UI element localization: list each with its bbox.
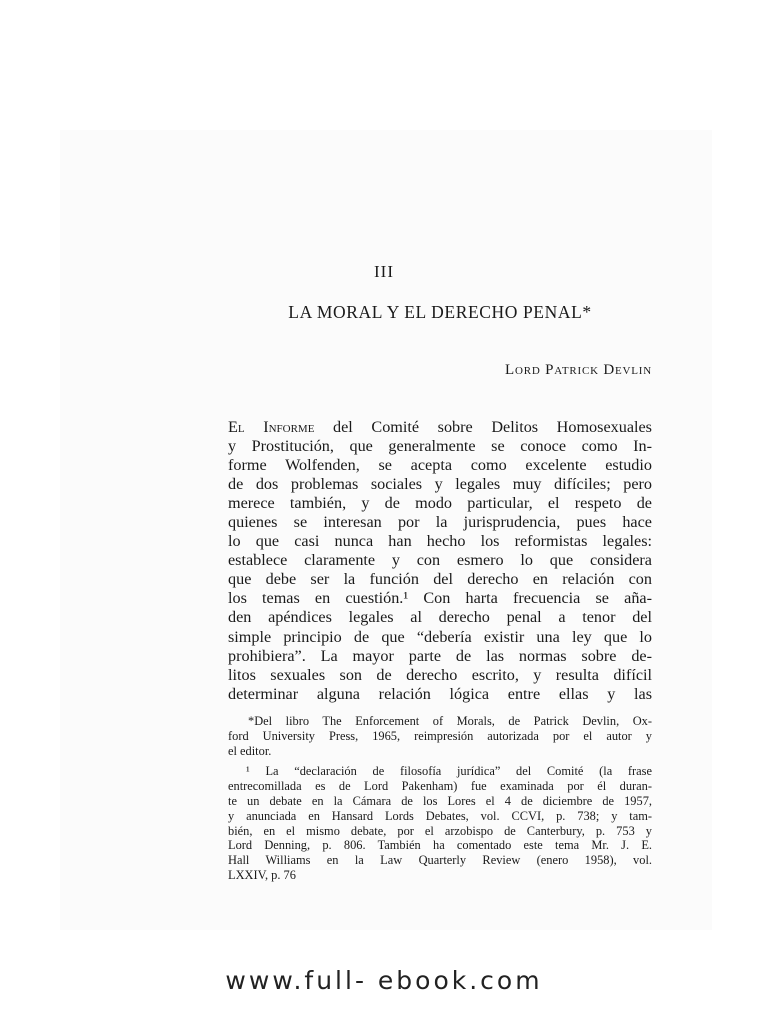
footnote-1-line [228, 824, 652, 839]
body-line [228, 475, 652, 494]
chapter-title: LA MORAL Y EL DERECHO PENAL* [288, 302, 592, 322]
footnote-text: ¹ La “declaración de filosofía jurídica” del Comité (la frase [246, 764, 652, 779]
body-line [228, 551, 652, 570]
footnotes [228, 714, 652, 883]
body-line-text: del Comité sobre Delitos Homosexuales [314, 418, 652, 436]
footnote-text: Lord Denning, p. 806. También ha comentado este tema Mr. J. E. [228, 838, 652, 853]
footnote-1-line [228, 838, 652, 853]
chapter-number: III [374, 262, 394, 281]
body-line [228, 589, 652, 608]
footnote-star-line [228, 714, 652, 729]
body-line-text: que debe ser la función del derecho en relación con [228, 570, 652, 589]
body-line-text: establece claramente y con esmero lo que considera [228, 551, 652, 570]
body-line-text: merece también, y de modo particular, el respeto de [228, 494, 652, 513]
footnote-text: ford University Press, 1965, reimpresión autorizada por el autor y [228, 728, 652, 743]
footnote-text: bién, en el mismo debate, por el arzobispo de Canterbury, p. 753 y [228, 823, 652, 838]
body-line-text: forme Wolfenden, se acepta como excelente estudio [228, 456, 652, 475]
body-line [228, 437, 652, 456]
body-line [228, 494, 652, 513]
footnote-star-line [228, 744, 652, 759]
footnote-text: el editor. [228, 743, 272, 758]
body-line [228, 628, 652, 647]
footnote-1-line [228, 794, 652, 809]
body-line [228, 570, 652, 589]
lead-in-small-caps: El Informe [228, 418, 315, 436]
footnote-text: y anunciada en Hansard Lords Debates, vol. CCVI, p. 738; y tam- [228, 808, 652, 823]
body-line-text: lo que casi nunca han hecho los reformistas legales: [228, 532, 652, 551]
body-line-text: prohibiera”. La mayor parte de las normas sobre de- [228, 646, 652, 665]
body-text [228, 418, 652, 704]
footnote-text: *Del libro The Enforcement of Morals, de Patrick Devlin, Ox- [248, 714, 652, 728]
chapter-author: Lord Patrick Devlin [505, 362, 652, 378]
body-line-text: quienes se interesan por la jurisprudencia, pues hace [228, 513, 652, 532]
footnote-1-line [228, 764, 652, 779]
body-line-text: den apéndices legales al derecho penal a tenor del [228, 608, 652, 627]
body-line [228, 418, 652, 437]
footnote-text: LXXIV, p. 76 [228, 867, 296, 882]
footnote-1-line [228, 868, 652, 883]
body-line [228, 608, 652, 627]
footnote-1-line [228, 853, 652, 868]
watermark-url: www.full- ebook.com [225, 966, 543, 995]
body-line-text: los temas en cuestión.¹ Con harta frecuencia se aña- [228, 589, 652, 608]
footnote-text: te un debate en la Cámara de los Lores el 4 de diciembre de 1957, [228, 793, 652, 808]
footnote-text: entrecomillada es de Lord Pakenham) fue examinada por él duran- [228, 779, 652, 794]
footnote-star-line [228, 729, 652, 744]
body-line [228, 666, 652, 685]
body-line [228, 647, 652, 666]
body-line-text: de dos problemas sociales y legales muy difíciles; pero [228, 475, 652, 494]
body-line-text: litos sexuales son de derecho escrito, y resulta difícil [228, 665, 652, 684]
body-line [228, 685, 652, 704]
body-line-text: y Prostitución, que generalmente se conoce como In- [228, 437, 652, 456]
footnote-1-line [228, 809, 652, 824]
body-line-text: simple principio de que “debería existir una ley que lo [228, 627, 652, 646]
footnote-1-line [228, 779, 652, 794]
footnote-text: Hall Williams en la Law Quarterly Review (enero 1958), vol. [228, 853, 652, 868]
body-line [228, 532, 652, 551]
body-line [228, 456, 652, 475]
body-line-text: determinar alguna relación lógica entre ellas y las [228, 684, 652, 703]
body-line [228, 513, 652, 532]
